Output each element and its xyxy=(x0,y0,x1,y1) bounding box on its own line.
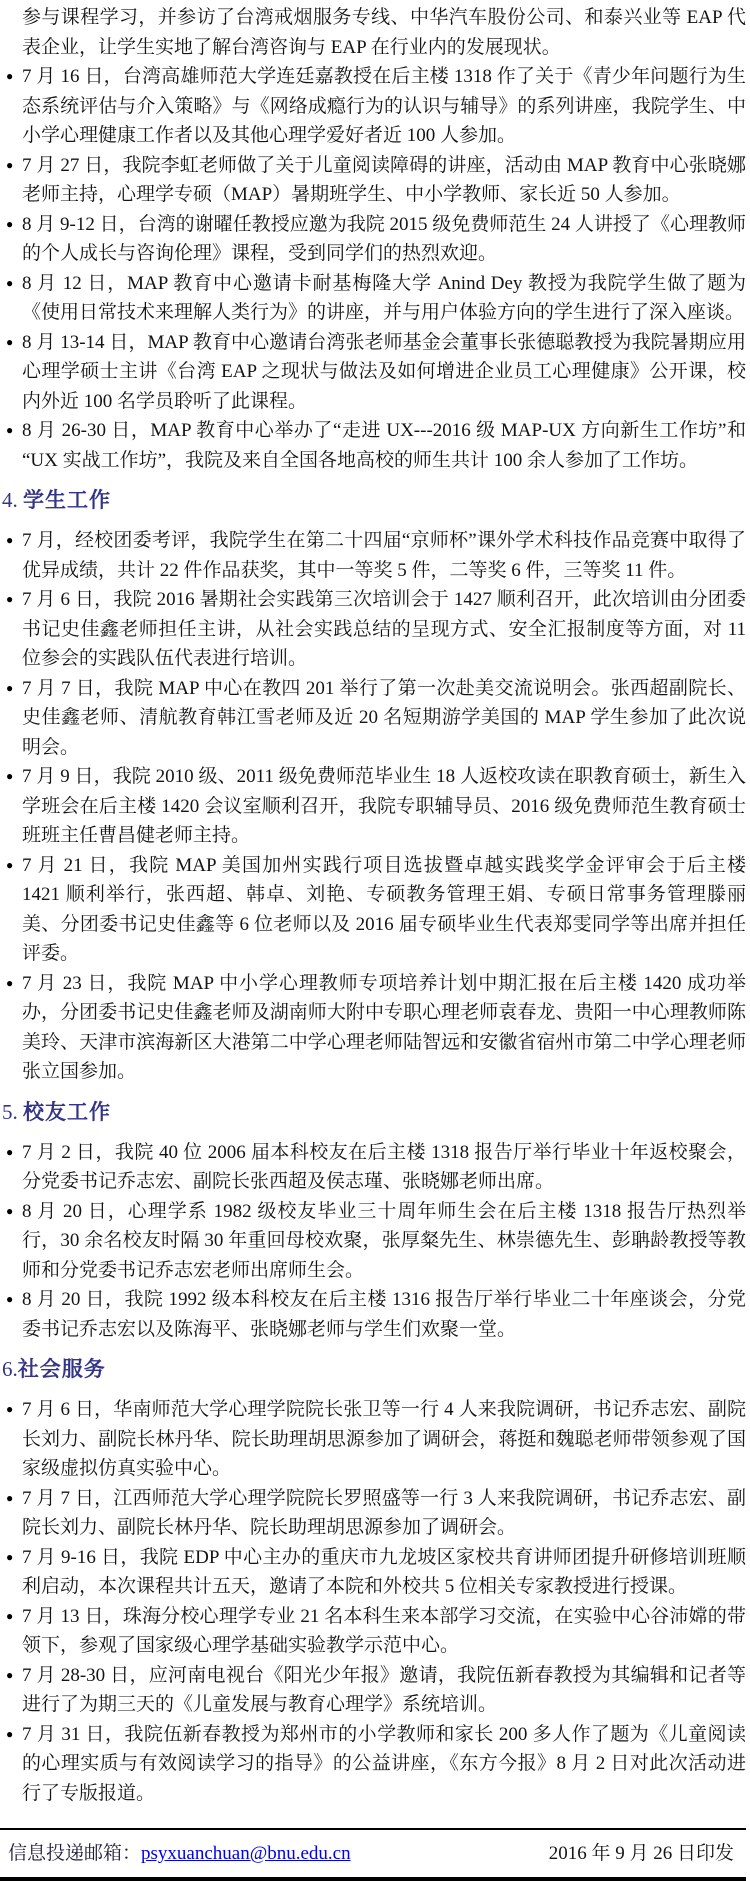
section-number: 5. xyxy=(2,1099,23,1124)
bullet-text: 7 月 13 日，珠海分校心理学专业 21 名本科生来本部学习交流，在实验中心谷沛嫦的带领下，参观了国家级心理学基础实验教学示范中心。 xyxy=(22,1605,746,1656)
bullet-dot-icon: ● xyxy=(6,1144,14,1159)
bullet-dot-icon: ● xyxy=(6,1402,14,1416)
section-title: 学生工作 xyxy=(23,489,111,512)
bullet-item xyxy=(6,62,746,151)
bullet-text: 8 月 12 日，MAP 教育中心邀请卡耐基梅隆大学 Anind Dey 教授为我院学生做了题为《使用日常技术来理解人类行为》的讲座，并与用户体验方向的学生进行了深入座谈。 xyxy=(22,272,746,323)
bullet-dot-icon: ● xyxy=(6,69,14,83)
bullet-text: 7 月 31 日，我院伍新春教授为郑州市的小学教师和家长 200 多人作了题为《儿童阅读的心理实质与有效阅读学习的指导》的公益讲座，《东方今报》8 月 2 日对此次活动进行了专版报道。 xyxy=(22,1723,746,1804)
continuation-paragraph: 参与课程学习，并参访了台湾戒烟服务专线、中华汽车股份公司、和泰兴业等 EAP 代表企业，让学生实地了解台湾咨询与 EAP 在行业内的发展现状。 xyxy=(22,7,746,58)
bullet-text: 8 月 9-12 日，台湾的谢曜任教授应邀为我院 2015 级免费师范生 24 人讲授了《心理教师的个人成长与咨询伦理》课程，受到同学们的热烈欢迎。 xyxy=(22,213,746,264)
bullet-dot-icon: ● xyxy=(6,680,14,695)
bullet-text: 7 月 23 日，我院 MAP 中小学心理教师专项培养计划中期汇报在后主楼 1420 成功举办，分团委书记史佳鑫老师及湖南师大附中专职心理老师袁春龙、贵阳一中心理教师陈美玲、天津市滨海新区大港第二中学心理老师陆智远和安徽省宿州市第二中学心理老师张立国参加。 xyxy=(22,972,746,1082)
bullet-text: 8 月 13-14 日，MAP 教育中心邀请台湾张老师基金会董事长张德聪教授为我院暑期应用心理学硕士主讲《台湾 EAP 之现状与做法及如何增进企业员工心理健康》公开课，校内外近 100 名学员聆听了此课程。 xyxy=(22,331,746,412)
bullet-text: 7 月 21 日，我院 MAP 美国加州实践行项目选拔暨卓越实践奖学金评审会于后主楼 1421 顺利举行，张西超、韩卓、刘艳、专硕教务管理王娟、专硕日常事务管理滕丽美、分团委书记史佳鑫等 6 位老师以及 2016 届专硕毕业生代表郑雯同学等出席并担任评委。 xyxy=(22,854,746,964)
footer-email-label: 信息投递邮箱： xyxy=(8,1843,142,1864)
bullet-item xyxy=(6,674,746,763)
section xyxy=(0,1354,746,1808)
bullet-text: 7 月 7 日，江西师范大学心理学院院长罗照盛等一行 3 人来我院调研，书记乔志宏、副院长刘力、副院长林丹华、院长助理胡思源参加了调研会。 xyxy=(22,1487,746,1538)
international-exchange-bullet-list xyxy=(0,62,746,475)
bullet-text: 7 月，经校团委考评，我院学生在第二十四届“京师杯”课外学术科技作品竞赛中取得了优异成绩，共计 22 件作品获奖，其中一等奖 5 件，二等奖 6 件，三等奖 11 件。 xyxy=(22,530,746,581)
bullet-item xyxy=(6,151,746,210)
bullet-text: 7 月 9 日，我院 2010 级、2011 级免费师范毕业生 18 人返校攻读在职教育硕士，新生入学班会在后主楼 1420 会议室顺利召开，我院专职辅导员、2016 级免费师范生教育硕士班班主任曹昌健老师主持。 xyxy=(22,766,746,846)
bullet-item xyxy=(6,416,746,475)
bullet-dot-icon: ● xyxy=(6,1549,14,1564)
bullet-text: 7 月 28-30 日，应河南电视台《阳光少年报》邀请，我院伍新春教授为其编辑和记者等进行了为期三天的《儿童发展与教育心理学》系统培训。 xyxy=(22,1664,746,1715)
bullet-item xyxy=(6,1602,746,1661)
bullet-item xyxy=(6,1138,746,1197)
bullet-item xyxy=(6,851,746,969)
bullet-dot-icon: ● xyxy=(6,533,14,547)
bullet-text: 7 月 2 日，我院 40 位 2006 届本科校友在后主楼 1318 报告厅举行毕业十年返校聚会，分党委书记乔志宏、副院长张西超及侯志瑾、张晓娜老师出席。 xyxy=(22,1141,746,1192)
section xyxy=(0,1097,746,1345)
bullet-item xyxy=(6,762,746,851)
section-bullet-list xyxy=(0,526,746,1087)
section-heading xyxy=(2,1097,746,1128)
bullet-dot-icon: ● xyxy=(6,1490,14,1505)
section-bullet-list xyxy=(0,1138,746,1345)
bullet-dot-icon: ● xyxy=(6,1667,14,1682)
bullet-item xyxy=(6,1197,746,1286)
bullet-text: 7 月 16 日，台湾高雄师范大学连廷嘉教授在后主楼 1318 作了关于《青少年问题行为生态系统评估与介入策略》与《网络成瘾行为的认识与辅导》的系列讲座，我院学生、中小学心理健康工作者以及其他心理学爱好者近 100 人参加。 xyxy=(22,66,746,146)
bullet-item xyxy=(6,1720,746,1809)
footer xyxy=(0,1830,746,1877)
footer-divider-thick xyxy=(0,1877,746,1881)
bullet-dot-icon: ● xyxy=(6,216,14,231)
section-title: 校友工作 xyxy=(23,1100,111,1124)
bullet-dot-icon: ● xyxy=(6,334,14,349)
section-bullet-list xyxy=(0,1395,746,1808)
bullet-dot-icon: ● xyxy=(6,1292,14,1306)
bullet-item xyxy=(6,1395,746,1484)
bullet-item xyxy=(6,969,746,1087)
bullet-text: 8 月 20 日，我院 1992 级本科校友在后主楼 1316 报告厅举行毕业二十年座谈会，分党委书记乔志宏以及陈海平、张晓娜老师与学生们欢聚一堂。 xyxy=(22,1289,746,1340)
bullet-text: 7 月 7 日，我院 MAP 中心在教四 201 举行了第一次赴美交流说明会。张西超副院长、史佳鑫老师、清航教育韩江雪老师及近 20 名短期游学美国的 MAP 学生参加了此次说明会。 xyxy=(22,677,746,758)
bullet-text: 7 月 6 日，我院 2016 暑期社会实践第三次培训会于 1427 顺利召开，此次培训由分团委书记史佳鑫老师担任主讲，从社会实践总结的呈现方式、安全汇报制度等方面，对 11 位参会的实践队伍代表进行培训。 xyxy=(22,589,746,669)
bullet-item xyxy=(6,269,746,328)
bullet-text: 7 月 6 日，华南师范大学心理学院院长张卫等一行 4 人来我院调研，书记乔志宏、副院长刘力、副院长林丹华、院长助理胡思源参加了调研会，蒋挺和魏聪老师带领参观了国家级虚拟仿真实验中心。 xyxy=(22,1399,746,1479)
bullet-dot-icon: ● xyxy=(6,769,14,783)
bullet-dot-icon: ● xyxy=(6,157,14,172)
section xyxy=(0,485,746,1087)
bullet-text: 8 月 26-30 日，MAP 教育中心举办了“走进 UX---2016 级 MAP-UX 方向新生工作坊”和“UX 实战工作坊”，我院及来自全国各地高校的师生共计 100 余人参加了工作坊。 xyxy=(22,420,746,471)
section-heading xyxy=(2,1354,746,1385)
section-number: 4. xyxy=(2,488,23,512)
section-title: 社会服务 xyxy=(17,1358,106,1381)
footer-contact xyxy=(8,1839,351,1869)
numbered-sections xyxy=(0,485,746,1808)
bullet-item xyxy=(6,1484,746,1543)
bullet-dot-icon: ● xyxy=(6,1608,14,1623)
footer-print-date: 2016 年 9 月 26 日印发 xyxy=(548,1843,734,1864)
section-heading xyxy=(2,485,746,516)
bullet-text: 7 月 27 日，我院李虹老师做了关于儿童阅读障碍的讲座，活动由 MAP 教育中心张晓娜老师主持，心理学专硕（MAP）暑期班学生、中小学教师、家长近 50 人参加。 xyxy=(22,154,746,205)
bullet-item xyxy=(6,1661,746,1720)
bullet-item xyxy=(6,1285,746,1344)
bullet-item xyxy=(6,1543,746,1602)
bullet-dot-icon: ● xyxy=(6,1203,14,1218)
bullet-dot-icon: ● xyxy=(6,975,14,990)
section-number: 6. xyxy=(2,1357,18,1381)
bullet-dot-icon: ● xyxy=(6,1726,14,1741)
bullet-item xyxy=(6,328,746,417)
bullet-text: 8 月 20 日，心理学系 1982 级校友毕业三十周年师生会在后主楼 1318 报告厅热烈举行，30 余名校友时隔 30 年重回母校欢聚，张厚粲先生、林崇德先生、彭聃龄教授等教师和分党委书记乔志宏老师出席师生会。 xyxy=(22,1200,746,1281)
bullet-dot-icon: ● xyxy=(6,857,14,872)
bullet-item xyxy=(6,210,746,269)
bullet-dot-icon: ● xyxy=(6,423,14,437)
bullet-item xyxy=(6,585,746,674)
bullet-dot-icon: ● xyxy=(6,275,14,290)
bullet-item xyxy=(6,526,746,585)
bullet-dot-icon: ● xyxy=(6,592,14,606)
bullet-text: 7 月 9-16 日，我院 EDP 中心主办的重庆市九龙坡区家校共育讲师团提升研修培训班顺利启动，本次课程共计五天，邀请了本院和外校共 5 位相关专家教授进行授课。 xyxy=(22,1546,746,1597)
footer-email-link[interactable]: psyxuanchuan@bnu.edu.cn xyxy=(141,1843,351,1864)
